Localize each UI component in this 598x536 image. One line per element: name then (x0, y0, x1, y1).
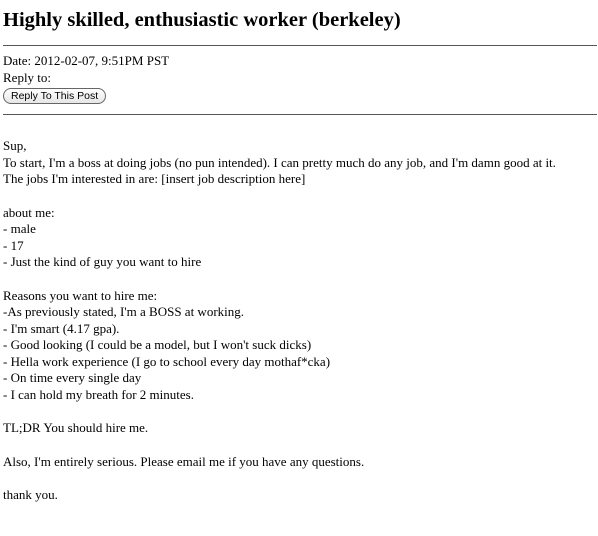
paragraph-intro (3, 138, 598, 188)
post-body (3, 115, 598, 504)
body-line: - I can hold my breath for 2 minutes. (3, 386, 194, 402)
body-line: - Good looking (I could be a model, but I won't suck dicks) (3, 337, 312, 352)
body-line: - 17 (3, 237, 24, 253)
body-line: Sup, (3, 138, 27, 153)
post-date: Date: 2012-02-07, 9:51PM PST (3, 53, 170, 68)
body-line: - Hella work experience (I go to school every day mothaf*cka) (3, 353, 331, 369)
body-line: Reasons you want to hire me: (3, 287, 158, 303)
body-line: - I'm smart (4.17 gpa). (3, 320, 120, 336)
paragraph-signoff (3, 487, 598, 504)
paragraph-reasons (3, 288, 598, 404)
body-line: about me: (3, 204, 55, 220)
reply-to-label: Reply to: (3, 69, 52, 85)
paragraph-about-me (3, 205, 598, 271)
body-line: - On time every single day (3, 370, 142, 385)
paragraph-closing (3, 454, 598, 471)
post-title: Highly skilled, enthusiastic worker (berkeley) (3, 9, 401, 31)
post-meta (3, 46, 598, 114)
body-line: TL;DR You should hire me. (3, 420, 149, 435)
body-line: - male (3, 221, 36, 236)
body-line: -As previously stated, I'm a BOSS at working. (3, 304, 245, 319)
body-line: thank you. (3, 487, 58, 502)
body-line: To start, I'm a boss at doing jobs (no pun intended). I can pretty much do any job, and I'm damn good at it. (3, 154, 556, 170)
reply-to-post-button[interactable]: Reply To This Post (3, 88, 106, 104)
body-line: The jobs I'm interested in are: [insert job description here] (3, 171, 306, 186)
body-line: - Just the kind of guy you want to hire (3, 254, 202, 269)
paragraph-tldr (3, 420, 598, 437)
body-line: Also, I'm entirely serious. Please email me if you have any questions. (3, 453, 365, 469)
